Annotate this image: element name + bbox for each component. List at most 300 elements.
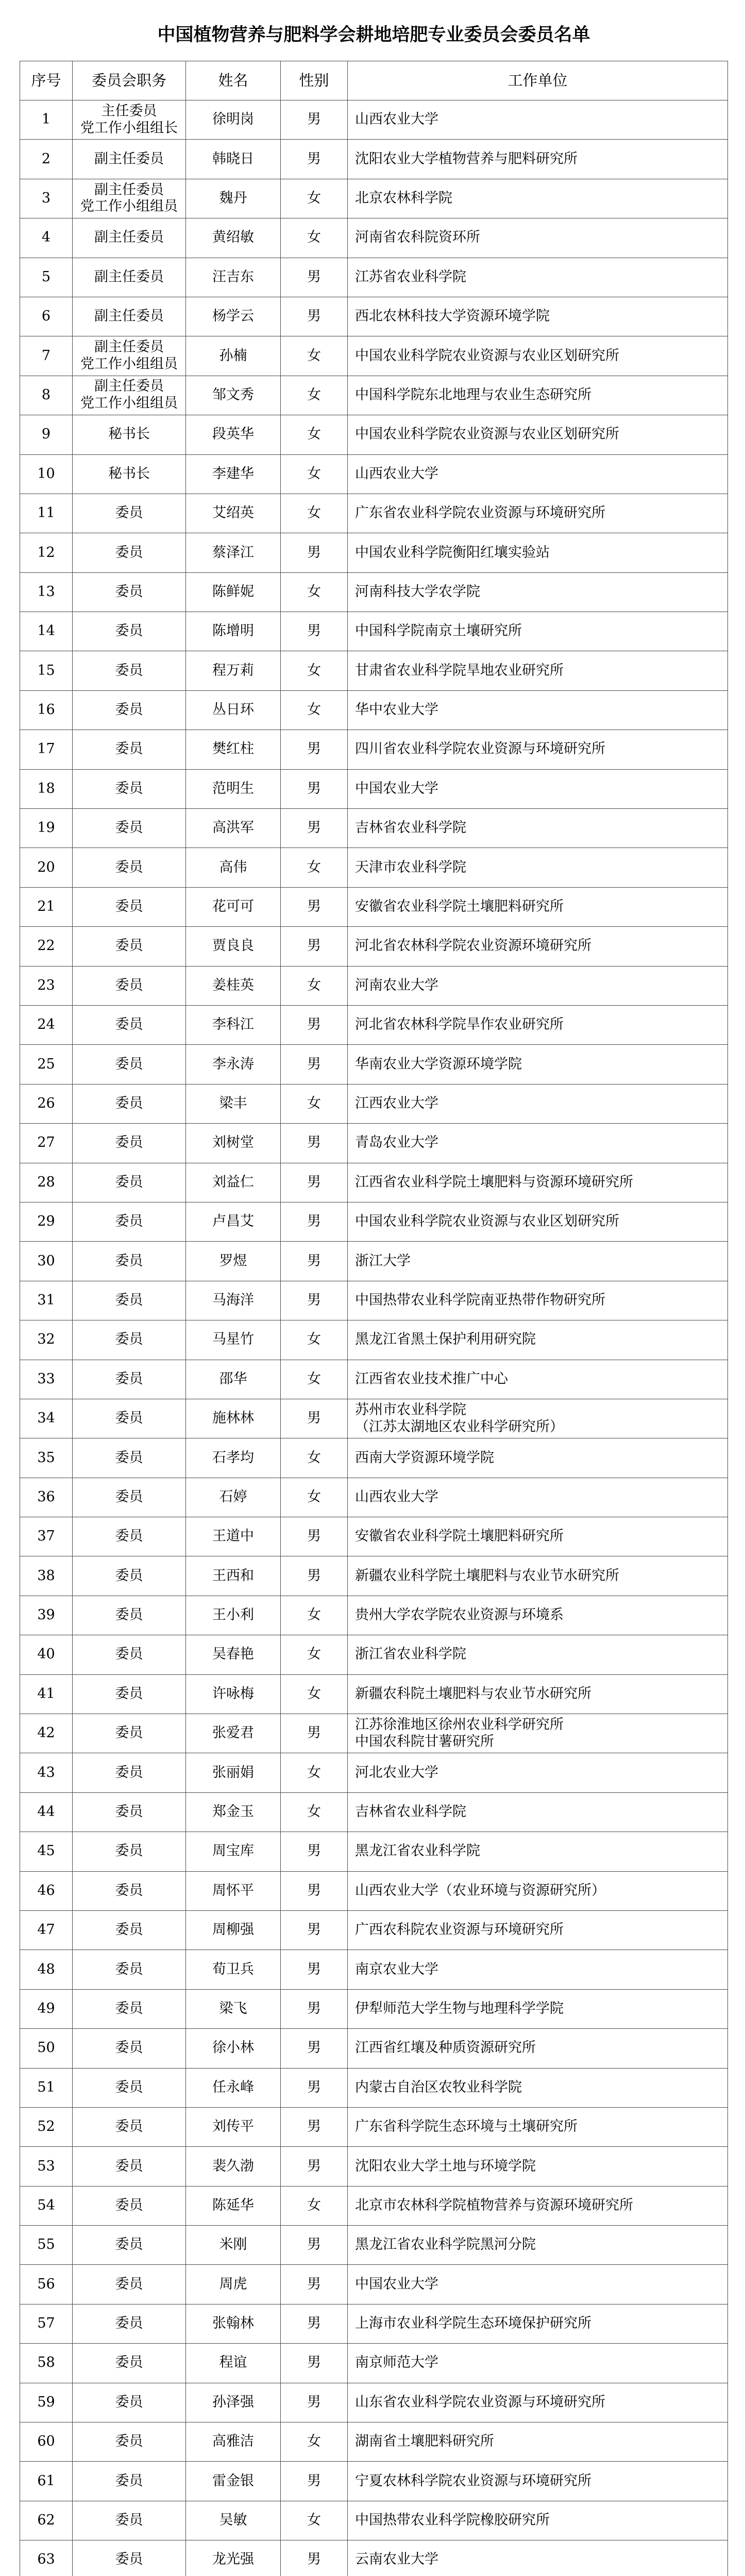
member-name: 卢昌艾 bbox=[186, 1202, 281, 1241]
role-line: 委员 bbox=[115, 977, 143, 993]
committee-role bbox=[73, 415, 186, 454]
member-name: 陈增明 bbox=[186, 612, 281, 651]
work-unit bbox=[348, 1478, 728, 1517]
committee-role bbox=[73, 2265, 186, 2304]
work-unit-line: 中国科学院东北地理与农业生态研究所 bbox=[355, 386, 591, 403]
committee-role bbox=[73, 2147, 186, 2186]
role-line: 委员 bbox=[115, 1528, 143, 1545]
row-number: 38 bbox=[20, 1556, 73, 1596]
committee-role bbox=[73, 1242, 186, 1281]
row-number: 35 bbox=[20, 1438, 73, 1478]
member-gender: 女 bbox=[281, 1360, 348, 1399]
row-number: 3 bbox=[20, 179, 73, 218]
table-row bbox=[20, 376, 728, 415]
work-unit-line: 黑龙江省黑土保护利用研究院 bbox=[355, 1331, 536, 1348]
member-gender: 男 bbox=[281, 2107, 348, 2146]
member-gender: 男 bbox=[281, 533, 348, 572]
work-unit bbox=[348, 1714, 728, 1753]
work-unit-line: 黑龙江省农业科学院黑河分院 bbox=[355, 2236, 536, 2253]
member-name: 蔡泽江 bbox=[186, 533, 281, 572]
member-gender: 女 bbox=[281, 2501, 348, 2540]
member-name: 黄绍敏 bbox=[186, 218, 281, 258]
table-row bbox=[20, 2383, 728, 2422]
work-unit bbox=[348, 1281, 728, 1320]
role-line: 委员 bbox=[115, 2276, 143, 2292]
role-line: 委员 bbox=[115, 859, 143, 875]
table-row bbox=[20, 966, 728, 1005]
committee-role bbox=[73, 927, 186, 966]
table-row bbox=[20, 887, 728, 926]
role-line: 委员 bbox=[115, 2158, 143, 2174]
table-row bbox=[20, 1556, 728, 1596]
work-unit bbox=[348, 1753, 728, 1792]
row-number: 25 bbox=[20, 1045, 73, 1084]
committee-role bbox=[73, 1792, 186, 1832]
work-unit bbox=[348, 1556, 728, 1596]
member-gender: 女 bbox=[281, 1478, 348, 1517]
member-gender: 女 bbox=[281, 690, 348, 730]
role-line: 委员 bbox=[115, 1922, 143, 1938]
member-name: 石婷 bbox=[186, 1478, 281, 1517]
table-row bbox=[20, 179, 728, 218]
role-line: 副主任委员 bbox=[94, 229, 164, 246]
row-number: 43 bbox=[20, 1753, 73, 1792]
work-unit bbox=[348, 1910, 728, 1950]
work-unit-line: 中国热带农业科学院橡胶研究所 bbox=[355, 2512, 550, 2529]
table-row bbox=[20, 2540, 728, 2576]
work-unit-line: 江西农业大学 bbox=[355, 1095, 438, 1111]
row-number: 26 bbox=[20, 1084, 73, 1123]
work-unit bbox=[348, 494, 728, 533]
member-name: 许咏梅 bbox=[186, 1674, 281, 1714]
role-line: 委员 bbox=[115, 662, 143, 679]
committee-role bbox=[73, 1910, 186, 1950]
work-unit bbox=[348, 1517, 728, 1556]
work-unit-line: 青岛农业大学 bbox=[355, 1134, 438, 1151]
member-gender: 男 bbox=[281, 1202, 348, 1241]
committee-role bbox=[73, 1635, 186, 1674]
work-unit bbox=[348, 1163, 728, 1202]
work-unit bbox=[348, 1989, 728, 2028]
row-number: 39 bbox=[20, 1596, 73, 1635]
committee-role bbox=[73, 2383, 186, 2422]
member-name: 韩晓日 bbox=[186, 140, 281, 179]
work-unit-line: 广东省科学院生态环境与土壤研究所 bbox=[355, 2119, 578, 2135]
member-gender: 男 bbox=[281, 1714, 348, 1753]
row-number: 10 bbox=[20, 454, 73, 494]
work-unit-line: 江西省农业科学院土壤肥料与资源环境研究所 bbox=[355, 1174, 633, 1190]
row-number: 62 bbox=[20, 2501, 73, 2540]
table-row bbox=[20, 612, 728, 651]
work-unit bbox=[348, 2226, 728, 2265]
role-line: 委员 bbox=[115, 1095, 143, 1111]
work-unit bbox=[348, 1792, 728, 1832]
member-gender: 男 bbox=[281, 2029, 348, 2068]
table-row bbox=[20, 809, 728, 848]
member-gender: 男 bbox=[281, 612, 348, 651]
table-row bbox=[20, 730, 728, 769]
role-line: 委员 bbox=[115, 544, 143, 561]
member-name: 刘益仁 bbox=[186, 1163, 281, 1202]
row-number: 58 bbox=[20, 2344, 73, 2383]
committee-role bbox=[73, 1281, 186, 1320]
committee-role bbox=[73, 297, 186, 336]
table-row bbox=[20, 572, 728, 612]
committee-role bbox=[73, 1832, 186, 1871]
table-row bbox=[20, 1714, 728, 1753]
row-number: 60 bbox=[20, 2422, 73, 2462]
member-gender: 女 bbox=[281, 376, 348, 415]
row-number: 13 bbox=[20, 572, 73, 612]
table-row bbox=[20, 2422, 728, 2462]
row-number: 57 bbox=[20, 2304, 73, 2343]
member-name: 马海洋 bbox=[186, 1281, 281, 1320]
committee-role bbox=[73, 533, 186, 572]
work-unit-line: 云南农业大学 bbox=[355, 2551, 438, 2568]
work-unit bbox=[348, 415, 728, 454]
role-line: 委员 bbox=[115, 2079, 143, 2095]
member-gender: 男 bbox=[281, 2147, 348, 2186]
work-unit bbox=[348, 179, 728, 218]
committee-role bbox=[73, 1084, 186, 1123]
work-unit bbox=[348, 1674, 728, 1714]
committee-role bbox=[73, 2068, 186, 2107]
member-gender: 女 bbox=[281, 1084, 348, 1123]
role-line: 委员 bbox=[115, 1764, 143, 1781]
role-line: 委员 bbox=[115, 1056, 143, 1072]
member-gender: 女 bbox=[281, 1792, 348, 1832]
row-number: 50 bbox=[20, 2029, 73, 2068]
work-unit bbox=[348, 927, 728, 966]
member-gender: 男 bbox=[281, 2068, 348, 2107]
committee-role bbox=[73, 1674, 186, 1714]
member-name: 刘传平 bbox=[186, 2107, 281, 2146]
role-line: 委员 bbox=[115, 899, 143, 915]
member-name: 荀卫兵 bbox=[186, 1950, 281, 1989]
work-unit bbox=[348, 140, 728, 179]
committee-role bbox=[73, 1005, 186, 1044]
committee-role bbox=[73, 1556, 186, 1596]
work-unit bbox=[348, 612, 728, 651]
table-row bbox=[20, 336, 728, 376]
row-number: 19 bbox=[20, 809, 73, 848]
table-row bbox=[20, 1360, 728, 1399]
role-line: 委员 bbox=[115, 938, 143, 954]
role-line: 委员 bbox=[115, 1410, 143, 1427]
role-line: 副主任委员 bbox=[94, 150, 164, 167]
member-gender: 男 bbox=[281, 1045, 348, 1084]
work-unit-line: 浙江大学 bbox=[355, 1252, 411, 1269]
table-row bbox=[20, 1320, 728, 1360]
row-number: 12 bbox=[20, 533, 73, 572]
committee-role bbox=[73, 2304, 186, 2343]
work-unit bbox=[348, 2107, 728, 2146]
committee-role bbox=[73, 1753, 186, 1792]
work-unit bbox=[348, 1202, 728, 1241]
row-number: 18 bbox=[20, 769, 73, 808]
member-gender: 男 bbox=[281, 1242, 348, 1281]
role-line: 委员 bbox=[115, 2394, 143, 2410]
row-number: 54 bbox=[20, 2186, 73, 2225]
table-row bbox=[20, 927, 728, 966]
member-gender: 女 bbox=[281, 494, 348, 533]
member-gender: 男 bbox=[281, 2540, 348, 2576]
member-name: 高洪军 bbox=[186, 809, 281, 848]
work-unit bbox=[348, 2304, 728, 2343]
table-row bbox=[20, 1596, 728, 1635]
committee-role bbox=[73, 1163, 186, 1202]
work-unit bbox=[348, 1871, 728, 1910]
member-name: 马星竹 bbox=[186, 1320, 281, 1360]
committee-role bbox=[73, 2107, 186, 2146]
row-number: 1 bbox=[20, 100, 73, 140]
role-line: 秘书长 bbox=[108, 465, 150, 482]
table-row bbox=[20, 1045, 728, 1084]
member-name: 罗煜 bbox=[186, 1242, 281, 1281]
member-name: 李永涛 bbox=[186, 1045, 281, 1084]
row-number: 7 bbox=[20, 336, 73, 376]
row-number: 2 bbox=[20, 140, 73, 179]
member-gender: 女 bbox=[281, 651, 348, 690]
committee-role bbox=[73, 848, 186, 887]
member-gender: 男 bbox=[281, 1124, 348, 1163]
work-unit-line: 广东省农业科学院农业资源与环境研究所 bbox=[355, 505, 605, 521]
committee-role bbox=[73, 2226, 186, 2265]
row-number: 51 bbox=[20, 2068, 73, 2107]
work-unit bbox=[348, 2422, 728, 2462]
role-line: 委员 bbox=[115, 1292, 143, 1308]
row-number: 45 bbox=[20, 1832, 73, 1871]
member-name: 孙泽强 bbox=[186, 2383, 281, 2422]
work-unit bbox=[348, 2186, 728, 2225]
member-name: 花可可 bbox=[186, 887, 281, 926]
member-name: 陈鲜妮 bbox=[186, 572, 281, 612]
member-gender: 女 bbox=[281, 848, 348, 887]
row-number: 6 bbox=[20, 297, 73, 336]
member-name: 王小利 bbox=[186, 1596, 281, 1635]
member-gender: 男 bbox=[281, 1871, 348, 1910]
role-line: 委员 bbox=[115, 505, 143, 521]
member-name: 魏丹 bbox=[186, 179, 281, 218]
member-gender: 女 bbox=[281, 1320, 348, 1360]
role-line: 委员 bbox=[115, 2551, 143, 2568]
work-unit bbox=[348, 690, 728, 730]
committee-role bbox=[73, 179, 186, 218]
work-unit-line: 江苏徐淮地区徐州农业科学研究所 bbox=[355, 1716, 564, 1733]
member-name: 梁丰 bbox=[186, 1084, 281, 1123]
work-unit bbox=[348, 887, 728, 926]
row-number: 41 bbox=[20, 1674, 73, 1714]
role-line: 委员 bbox=[115, 2433, 143, 2450]
work-unit-line: （江苏太湖地区农业科学研究所） bbox=[355, 1418, 564, 1435]
member-name: 施林林 bbox=[186, 1399, 281, 1438]
work-unit-line: 江西省农业技术推广中心 bbox=[355, 1370, 508, 1387]
table-row bbox=[20, 1910, 728, 1950]
committee-role bbox=[73, 1950, 186, 1989]
row-number: 31 bbox=[20, 1281, 73, 1320]
work-unit bbox=[348, 1635, 728, 1674]
work-unit-line: 西南大学资源环境学院 bbox=[355, 1449, 494, 1466]
work-unit bbox=[348, 2383, 728, 2422]
work-unit bbox=[348, 2344, 728, 2383]
work-unit-line: 江苏省农业科学院 bbox=[355, 268, 466, 285]
member-name: 张爱君 bbox=[186, 1714, 281, 1753]
member-gender: 男 bbox=[281, 1989, 348, 2028]
work-unit-line: 山东省农业科学院农业资源与环境研究所 bbox=[355, 2394, 605, 2410]
member-gender: 男 bbox=[281, 730, 348, 769]
committee-role bbox=[73, 612, 186, 651]
member-gender: 男 bbox=[281, 297, 348, 336]
committee-role bbox=[73, 1517, 186, 1556]
header-gender: 性别 bbox=[281, 61, 348, 100]
work-unit bbox=[348, 1005, 728, 1044]
header-no: 序号 bbox=[20, 61, 73, 100]
work-unit-line: 湖南省土壤肥料研究所 bbox=[355, 2433, 494, 2450]
table-row bbox=[20, 2029, 728, 2068]
table-row bbox=[20, 1871, 728, 1910]
member-name: 张丽娟 bbox=[186, 1753, 281, 1792]
role-line: 委员 bbox=[115, 1134, 143, 1151]
member-name: 高雅洁 bbox=[186, 2422, 281, 2462]
member-name: 段英华 bbox=[186, 415, 281, 454]
member-gender: 男 bbox=[281, 1517, 348, 1556]
role-line: 委员 bbox=[115, 1174, 143, 1190]
committee-role bbox=[73, 454, 186, 494]
member-gender: 女 bbox=[281, 966, 348, 1005]
member-gender: 男 bbox=[281, 2383, 348, 2422]
role-line: 委员 bbox=[115, 2472, 143, 2489]
member-name: 姜桂英 bbox=[186, 966, 281, 1005]
member-name: 王道中 bbox=[186, 1517, 281, 1556]
committee-role bbox=[73, 494, 186, 533]
member-name: 张翰林 bbox=[186, 2304, 281, 2343]
role-line: 委员 bbox=[115, 780, 143, 796]
table-row bbox=[20, 258, 728, 297]
table-row bbox=[20, 690, 728, 730]
work-unit-line: 中国科学院南京土壤研究所 bbox=[355, 623, 522, 639]
table-row bbox=[20, 1635, 728, 1674]
member-name: 陈延华 bbox=[186, 2186, 281, 2225]
member-name: 李建华 bbox=[186, 454, 281, 494]
table-row bbox=[20, 1163, 728, 1202]
table-row bbox=[20, 533, 728, 572]
member-gender: 女 bbox=[281, 179, 348, 218]
member-name: 樊红柱 bbox=[186, 730, 281, 769]
member-gender: 女 bbox=[281, 218, 348, 258]
member-name: 杨学云 bbox=[186, 297, 281, 336]
committee-role bbox=[73, 2186, 186, 2225]
work-unit bbox=[348, 2540, 728, 2576]
committee-role bbox=[73, 2540, 186, 2576]
role-line: 委员 bbox=[115, 1213, 143, 1230]
row-number: 44 bbox=[20, 1792, 73, 1832]
member-name: 石孝均 bbox=[186, 1438, 281, 1478]
work-unit-line: 河北农业大学 bbox=[355, 1764, 438, 1781]
member-name: 程万莉 bbox=[186, 651, 281, 690]
committee-role bbox=[73, 1045, 186, 1084]
work-unit-line: 沈阳农业大学植物营养与肥料研究所 bbox=[355, 150, 578, 167]
committee-role bbox=[73, 100, 186, 140]
member-name: 徐明岗 bbox=[186, 100, 281, 140]
work-unit bbox=[348, 454, 728, 494]
member-gender: 男 bbox=[281, 1556, 348, 1596]
committee-role bbox=[73, 1399, 186, 1438]
row-number: 30 bbox=[20, 1242, 73, 1281]
table-row bbox=[20, 297, 728, 336]
member-gender: 男 bbox=[281, 809, 348, 848]
committee-role bbox=[73, 336, 186, 376]
table-row bbox=[20, 2304, 728, 2343]
committee-role bbox=[73, 1320, 186, 1360]
member-name: 梁飞 bbox=[186, 1989, 281, 2028]
work-unit-line: 浙江省农业科学院 bbox=[355, 1646, 466, 1663]
role-line: 副主任委员 bbox=[94, 268, 164, 285]
row-number: 33 bbox=[20, 1360, 73, 1399]
role-line: 委员 bbox=[115, 1961, 143, 1977]
role-line: 委员 bbox=[115, 1370, 143, 1387]
table-row bbox=[20, 1084, 728, 1123]
work-unit-line: 河北省农林科学院旱作农业研究所 bbox=[355, 1016, 564, 1033]
row-number: 29 bbox=[20, 1202, 73, 1241]
row-number: 11 bbox=[20, 494, 73, 533]
work-unit bbox=[348, 1242, 728, 1281]
table-row bbox=[20, 100, 728, 140]
member-gender: 男 bbox=[281, 927, 348, 966]
work-unit-line: 新疆农科院土壤肥料与农业节水研究所 bbox=[355, 1685, 591, 1702]
member-name: 周柳强 bbox=[186, 1910, 281, 1950]
work-unit-line: 山西农业大学（农业环境与资源研究所） bbox=[355, 1882, 605, 1899]
table-row bbox=[20, 651, 728, 690]
work-unit-line: 黑龙江省农业科学院 bbox=[355, 1843, 480, 1859]
table-row bbox=[20, 2186, 728, 2225]
member-name: 程谊 bbox=[186, 2344, 281, 2383]
row-number: 56 bbox=[20, 2265, 73, 2304]
table-row bbox=[20, 769, 728, 808]
table-row bbox=[20, 1478, 728, 1517]
header-role: 委员会职务 bbox=[73, 61, 186, 100]
member-name: 周虎 bbox=[186, 2265, 281, 2304]
work-unit-line: 南京农业大学 bbox=[355, 1961, 438, 1977]
member-name: 孙楠 bbox=[186, 336, 281, 376]
member-name: 裴久渤 bbox=[186, 2147, 281, 2186]
row-number: 52 bbox=[20, 2107, 73, 2146]
member-gender: 男 bbox=[281, 1163, 348, 1202]
row-number: 32 bbox=[20, 1320, 73, 1360]
work-unit bbox=[348, 100, 728, 140]
table-row bbox=[20, 2462, 728, 2501]
row-number: 5 bbox=[20, 258, 73, 297]
member-name: 周怀平 bbox=[186, 1871, 281, 1910]
member-name: 邵华 bbox=[186, 1360, 281, 1399]
work-unit-line: 吉林省农业科学院 bbox=[355, 820, 466, 836]
table-row bbox=[20, 2226, 728, 2265]
work-unit bbox=[348, 1320, 728, 1360]
role-line: 委员 bbox=[115, 741, 143, 757]
work-unit-line: 贵州大学农学院农业资源与环境系 bbox=[355, 1607, 564, 1623]
table-row bbox=[20, 1989, 728, 2028]
table-row bbox=[20, 1124, 728, 1163]
work-unit bbox=[348, 730, 728, 769]
work-unit-line: 中国农业大学 bbox=[355, 2276, 438, 2292]
table-row bbox=[20, 2344, 728, 2383]
member-name: 米刚 bbox=[186, 2226, 281, 2265]
member-gender: 男 bbox=[281, 2304, 348, 2343]
row-number: 8 bbox=[20, 376, 73, 415]
member-gender: 男 bbox=[281, 1950, 348, 1989]
role-line: 委员 bbox=[115, 702, 143, 718]
table-row bbox=[20, 415, 728, 454]
row-number: 40 bbox=[20, 1635, 73, 1674]
